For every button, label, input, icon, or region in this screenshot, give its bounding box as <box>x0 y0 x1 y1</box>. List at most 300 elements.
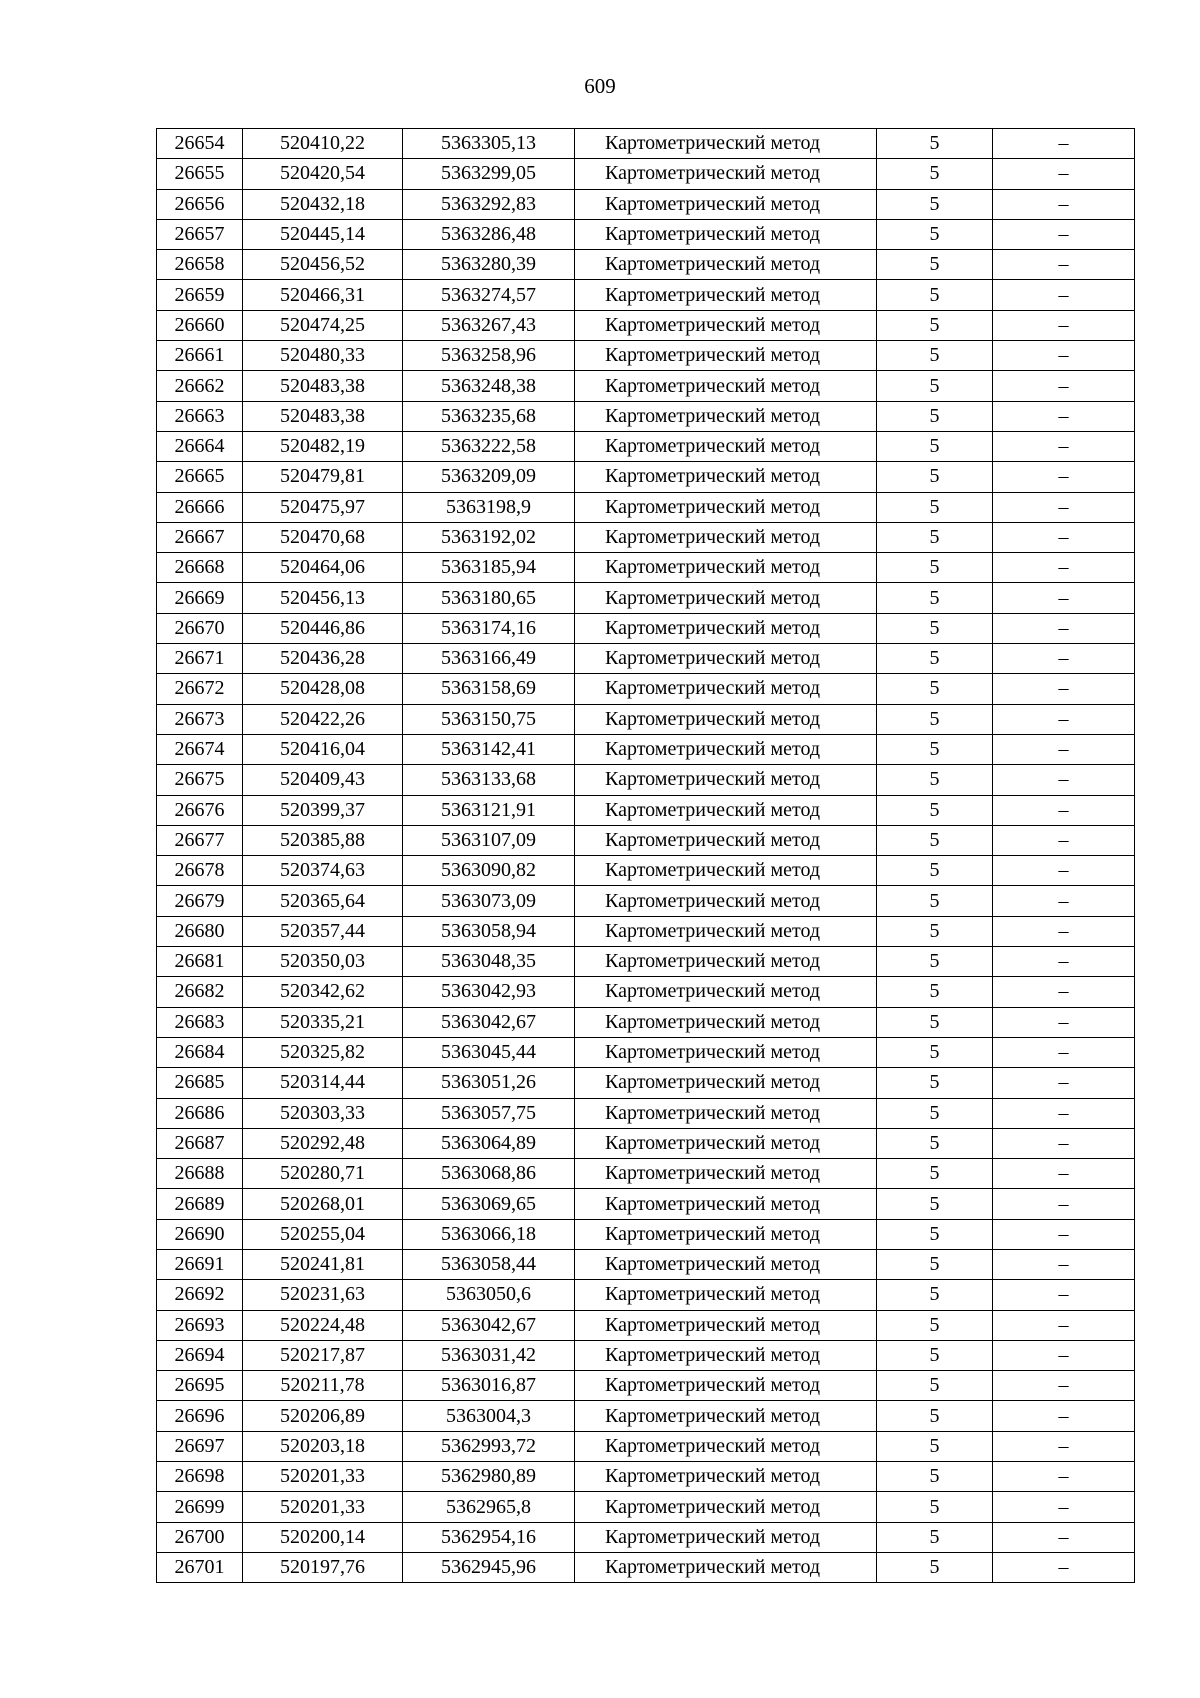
accuracy-cell: 5 <box>877 401 993 431</box>
y-coordinate-cell: 5363069,65 <box>403 1189 575 1219</box>
method-cell: Картометрический метод <box>575 795 877 825</box>
description-cell: – <box>993 1280 1135 1310</box>
y-coordinate-cell: 5363158,69 <box>403 674 575 704</box>
description-cell: – <box>993 947 1135 977</box>
x-coordinate-cell: 520200,14 <box>243 1522 403 1552</box>
y-coordinate-cell: 5363192,02 <box>403 522 575 552</box>
x-coordinate-cell: 520474,25 <box>243 310 403 340</box>
point-number-cell: 26690 <box>157 1219 243 1249</box>
accuracy-cell: 5 <box>877 734 993 764</box>
point-number-cell: 26693 <box>157 1310 243 1340</box>
x-coordinate-cell: 520456,52 <box>243 250 403 280</box>
table-row <box>157 795 1135 825</box>
method-cell: Картометрический метод <box>575 1340 877 1370</box>
x-coordinate-cell: 520436,28 <box>243 644 403 674</box>
coordinates-table <box>156 128 1135 1583</box>
table-row <box>157 644 1135 674</box>
method-cell: Картометрический метод <box>575 522 877 552</box>
method-cell: Картометрический метод <box>575 1552 877 1582</box>
point-number-cell: 26675 <box>157 765 243 795</box>
description-cell: – <box>993 129 1135 159</box>
x-coordinate-cell: 520416,04 <box>243 734 403 764</box>
x-coordinate-cell: 520241,81 <box>243 1249 403 1279</box>
x-coordinate-cell: 520446,86 <box>243 613 403 643</box>
y-coordinate-cell: 5363292,83 <box>403 189 575 219</box>
point-number-cell: 26662 <box>157 371 243 401</box>
accuracy-cell: 5 <box>877 280 993 310</box>
description-cell: – <box>993 977 1135 1007</box>
accuracy-cell: 5 <box>877 1159 993 1189</box>
x-coordinate-cell: 520464,06 <box>243 553 403 583</box>
accuracy-cell: 5 <box>877 431 993 461</box>
method-cell: Картометрический метод <box>575 1007 877 1037</box>
y-coordinate-cell: 5363286,48 <box>403 219 575 249</box>
accuracy-cell: 5 <box>877 1401 993 1431</box>
description-cell: – <box>993 795 1135 825</box>
point-number-cell: 26670 <box>157 613 243 643</box>
accuracy-cell: 5 <box>877 644 993 674</box>
accuracy-cell: 5 <box>877 250 993 280</box>
method-cell: Картометрический метод <box>575 947 877 977</box>
y-coordinate-cell: 5363058,94 <box>403 916 575 946</box>
y-coordinate-cell: 5363045,44 <box>403 1037 575 1067</box>
table-row <box>157 1522 1135 1552</box>
method-cell: Картометрический метод <box>575 1128 877 1158</box>
x-coordinate-cell: 520201,33 <box>243 1492 403 1522</box>
method-cell: Картометрический метод <box>575 704 877 734</box>
y-coordinate-cell: 5362980,89 <box>403 1462 575 1492</box>
accuracy-cell: 5 <box>877 916 993 946</box>
y-coordinate-cell: 5363042,67 <box>403 1007 575 1037</box>
y-coordinate-cell: 5363121,91 <box>403 795 575 825</box>
x-coordinate-cell: 520211,78 <box>243 1371 403 1401</box>
point-number-cell: 26666 <box>157 492 243 522</box>
table-row <box>157 765 1135 795</box>
method-cell: Картометрический метод <box>575 1219 877 1249</box>
description-cell: – <box>993 1340 1135 1370</box>
method-cell: Картометрический метод <box>575 644 877 674</box>
table-row <box>157 1280 1135 1310</box>
method-cell: Картометрический метод <box>575 189 877 219</box>
table-row <box>157 734 1135 764</box>
point-number-cell: 26682 <box>157 977 243 1007</box>
y-coordinate-cell: 5363258,96 <box>403 341 575 371</box>
table-row <box>157 492 1135 522</box>
point-number-cell: 26692 <box>157 1280 243 1310</box>
point-number-cell: 26686 <box>157 1098 243 1128</box>
y-coordinate-cell: 5363042,93 <box>403 977 575 1007</box>
description-cell: – <box>993 734 1135 764</box>
method-cell: Картометрический метод <box>575 1492 877 1522</box>
y-coordinate-cell: 5363185,94 <box>403 553 575 583</box>
description-cell: – <box>993 1401 1135 1431</box>
method-cell: Картометрический метод <box>575 583 877 613</box>
x-coordinate-cell: 520206,89 <box>243 1401 403 1431</box>
description-cell: – <box>993 1249 1135 1279</box>
x-coordinate-cell: 520224,48 <box>243 1310 403 1340</box>
description-cell: – <box>993 1128 1135 1158</box>
method-cell: Картометрический метод <box>575 1068 877 1098</box>
table-row <box>157 219 1135 249</box>
method-cell: Картометрический метод <box>575 341 877 371</box>
accuracy-cell: 5 <box>877 856 993 886</box>
y-coordinate-cell: 5363299,05 <box>403 159 575 189</box>
point-number-cell: 26673 <box>157 704 243 734</box>
method-cell: Картометрический метод <box>575 129 877 159</box>
table-row <box>157 1401 1135 1431</box>
y-coordinate-cell: 5363051,26 <box>403 1068 575 1098</box>
table-row <box>157 1037 1135 1067</box>
x-coordinate-cell: 520303,33 <box>243 1098 403 1128</box>
point-number-cell: 26691 <box>157 1249 243 1279</box>
y-coordinate-cell: 5362954,16 <box>403 1522 575 1552</box>
y-coordinate-cell: 5363209,09 <box>403 462 575 492</box>
table-row <box>157 916 1135 946</box>
method-cell: Картометрический метод <box>575 1371 877 1401</box>
x-coordinate-cell: 520292,48 <box>243 1128 403 1158</box>
x-coordinate-cell: 520374,63 <box>243 856 403 886</box>
accuracy-cell: 5 <box>877 159 993 189</box>
x-coordinate-cell: 520280,71 <box>243 1159 403 1189</box>
point-number-cell: 26685 <box>157 1068 243 1098</box>
accuracy-cell: 5 <box>877 219 993 249</box>
method-cell: Картометрический метод <box>575 613 877 643</box>
table-row <box>157 462 1135 492</box>
table-row <box>157 129 1135 159</box>
x-coordinate-cell: 520231,63 <box>243 1280 403 1310</box>
description-cell: – <box>993 553 1135 583</box>
table-row <box>157 401 1135 431</box>
table-row <box>157 159 1135 189</box>
x-coordinate-cell: 520479,81 <box>243 462 403 492</box>
accuracy-cell: 5 <box>877 1098 993 1128</box>
method-cell: Картометрический метод <box>575 1310 877 1340</box>
x-coordinate-cell: 520483,38 <box>243 371 403 401</box>
table-row <box>157 1310 1135 1340</box>
x-coordinate-cell: 520201,33 <box>243 1462 403 1492</box>
y-coordinate-cell: 5362965,8 <box>403 1492 575 1522</box>
accuracy-cell: 5 <box>877 341 993 371</box>
description-cell: – <box>993 522 1135 552</box>
point-number-cell: 26654 <box>157 129 243 159</box>
y-coordinate-cell: 5363064,89 <box>403 1128 575 1158</box>
method-cell: Картометрический метод <box>575 1098 877 1128</box>
method-cell: Картометрический метод <box>575 1522 877 1552</box>
point-number-cell: 26668 <box>157 553 243 583</box>
method-cell: Картометрический метод <box>575 159 877 189</box>
method-cell: Картометрический метод <box>575 1249 877 1279</box>
y-coordinate-cell: 5363235,68 <box>403 401 575 431</box>
point-number-cell: 26687 <box>157 1128 243 1158</box>
description-cell: – <box>993 492 1135 522</box>
table-row <box>157 280 1135 310</box>
point-number-cell: 26699 <box>157 1492 243 1522</box>
point-number-cell: 26683 <box>157 1007 243 1037</box>
accuracy-cell: 5 <box>877 371 993 401</box>
table-row <box>157 674 1135 704</box>
accuracy-cell: 5 <box>877 795 993 825</box>
accuracy-cell: 5 <box>877 825 993 855</box>
method-cell: Картометрический метод <box>575 916 877 946</box>
accuracy-cell: 5 <box>877 613 993 643</box>
accuracy-cell: 5 <box>877 522 993 552</box>
accuracy-cell: 5 <box>877 1037 993 1067</box>
y-coordinate-cell: 5363031,42 <box>403 1340 575 1370</box>
point-number-cell: 26671 <box>157 644 243 674</box>
y-coordinate-cell: 5363248,38 <box>403 371 575 401</box>
point-number-cell: 26688 <box>157 1159 243 1189</box>
point-number-cell: 26664 <box>157 431 243 461</box>
description-cell: – <box>993 674 1135 704</box>
accuracy-cell: 5 <box>877 1522 993 1552</box>
accuracy-cell: 5 <box>877 189 993 219</box>
x-coordinate-cell: 520197,76 <box>243 1552 403 1582</box>
description-cell: – <box>993 401 1135 431</box>
point-number-cell: 26669 <box>157 583 243 613</box>
accuracy-cell: 5 <box>877 1280 993 1310</box>
table-row <box>157 947 1135 977</box>
accuracy-cell: 5 <box>877 1128 993 1158</box>
point-number-cell: 26660 <box>157 310 243 340</box>
description-cell: – <box>993 1159 1135 1189</box>
point-number-cell: 26677 <box>157 825 243 855</box>
x-coordinate-cell: 520357,44 <box>243 916 403 946</box>
x-coordinate-cell: 520217,87 <box>243 1340 403 1370</box>
x-coordinate-cell: 520399,37 <box>243 795 403 825</box>
accuracy-cell: 5 <box>877 310 993 340</box>
table-row <box>157 431 1135 461</box>
y-coordinate-cell: 5363142,41 <box>403 734 575 764</box>
method-cell: Картометрический метод <box>575 280 877 310</box>
description-cell: – <box>993 159 1135 189</box>
table-row <box>157 1371 1135 1401</box>
point-number-cell: 26679 <box>157 886 243 916</box>
accuracy-cell: 5 <box>877 1249 993 1279</box>
method-cell: Картометрический метод <box>575 977 877 1007</box>
coordinates-table-body <box>157 129 1135 1583</box>
table-row <box>157 341 1135 371</box>
x-coordinate-cell: 520428,08 <box>243 674 403 704</box>
method-cell: Картометрический метод <box>575 371 877 401</box>
description-cell: – <box>993 825 1135 855</box>
point-number-cell: 26659 <box>157 280 243 310</box>
x-coordinate-cell: 520470,68 <box>243 522 403 552</box>
page-number: 609 <box>584 74 616 98</box>
x-coordinate-cell: 520350,03 <box>243 947 403 977</box>
accuracy-cell: 5 <box>877 583 993 613</box>
method-cell: Картометрический метод <box>575 1462 877 1492</box>
accuracy-cell: 5 <box>877 129 993 159</box>
point-number-cell: 26676 <box>157 795 243 825</box>
x-coordinate-cell: 520432,18 <box>243 189 403 219</box>
y-coordinate-cell: 5363107,09 <box>403 825 575 855</box>
accuracy-cell: 5 <box>877 1371 993 1401</box>
description-cell: – <box>993 1552 1135 1582</box>
table-row <box>157 1007 1135 1037</box>
point-number-cell: 26656 <box>157 189 243 219</box>
method-cell: Картометрический метод <box>575 1280 877 1310</box>
table-row <box>157 189 1135 219</box>
y-coordinate-cell: 5363016,87 <box>403 1371 575 1401</box>
table-row <box>157 825 1135 855</box>
x-coordinate-cell: 520385,88 <box>243 825 403 855</box>
x-coordinate-cell: 520255,04 <box>243 1219 403 1249</box>
accuracy-cell: 5 <box>877 886 993 916</box>
method-cell: Картометрический метод <box>575 856 877 886</box>
description-cell: – <box>993 613 1135 643</box>
y-coordinate-cell: 5363057,75 <box>403 1098 575 1128</box>
description-cell: – <box>993 1522 1135 1552</box>
description-cell: – <box>993 219 1135 249</box>
y-coordinate-cell: 5363166,49 <box>403 644 575 674</box>
y-coordinate-cell: 5363090,82 <box>403 856 575 886</box>
x-coordinate-cell: 520365,64 <box>243 886 403 916</box>
table-row <box>157 1159 1135 1189</box>
point-number-cell: 26663 <box>157 401 243 431</box>
table-row <box>157 886 1135 916</box>
description-cell: – <box>993 1007 1135 1037</box>
description-cell: – <box>993 583 1135 613</box>
point-number-cell: 26657 <box>157 219 243 249</box>
table-row <box>157 583 1135 613</box>
point-number-cell: 26667 <box>157 522 243 552</box>
table-row <box>157 1098 1135 1128</box>
description-cell: – <box>993 765 1135 795</box>
description-cell: – <box>993 1462 1135 1492</box>
point-number-cell: 26655 <box>157 159 243 189</box>
y-coordinate-cell: 5363042,67 <box>403 1310 575 1340</box>
table-row <box>157 310 1135 340</box>
method-cell: Картометрический метод <box>575 825 877 855</box>
y-coordinate-cell: 5363180,65 <box>403 583 575 613</box>
accuracy-cell: 5 <box>877 674 993 704</box>
description-cell: – <box>993 916 1135 946</box>
description-cell: – <box>993 1219 1135 1249</box>
description-cell: – <box>993 1310 1135 1340</box>
accuracy-cell: 5 <box>877 492 993 522</box>
table-row <box>157 1128 1135 1158</box>
point-number-cell: 26695 <box>157 1371 243 1401</box>
table-row <box>157 977 1135 1007</box>
accuracy-cell: 5 <box>877 1462 993 1492</box>
point-number-cell: 26701 <box>157 1552 243 1582</box>
description-cell: – <box>993 644 1135 674</box>
method-cell: Картометрический метод <box>575 492 877 522</box>
description-cell: – <box>993 371 1135 401</box>
description-cell: – <box>993 886 1135 916</box>
y-coordinate-cell: 5363048,35 <box>403 947 575 977</box>
y-coordinate-cell: 5363066,18 <box>403 1219 575 1249</box>
y-coordinate-cell: 5363050,6 <box>403 1280 575 1310</box>
description-cell: – <box>993 189 1135 219</box>
point-number-cell: 26684 <box>157 1037 243 1067</box>
x-coordinate-cell: 520456,13 <box>243 583 403 613</box>
description-cell: – <box>993 1431 1135 1461</box>
table-row <box>157 250 1135 280</box>
y-coordinate-cell: 5363267,43 <box>403 310 575 340</box>
table-row <box>157 704 1135 734</box>
point-number-cell: 26680 <box>157 916 243 946</box>
table-row <box>157 1492 1135 1522</box>
method-cell: Картометрический метод <box>575 886 877 916</box>
x-coordinate-cell: 520325,82 <box>243 1037 403 1067</box>
point-number-cell: 26678 <box>157 856 243 886</box>
x-coordinate-cell: 520445,14 <box>243 219 403 249</box>
y-coordinate-cell: 5362993,72 <box>403 1431 575 1461</box>
accuracy-cell: 5 <box>877 1310 993 1340</box>
table-row <box>157 1249 1135 1279</box>
method-cell: Картометрический метод <box>575 553 877 583</box>
table-row <box>157 1340 1135 1370</box>
table-row <box>157 1219 1135 1249</box>
method-cell: Картометрический метод <box>575 1159 877 1189</box>
description-cell: – <box>993 704 1135 734</box>
accuracy-cell: 5 <box>877 1007 993 1037</box>
description-cell: – <box>993 1492 1135 1522</box>
accuracy-cell: 5 <box>877 1068 993 1098</box>
description-cell: – <box>993 341 1135 371</box>
method-cell: Картометрический метод <box>575 310 877 340</box>
table-row <box>157 553 1135 583</box>
y-coordinate-cell: 5363133,68 <box>403 765 575 795</box>
description-cell: – <box>993 1037 1135 1067</box>
table-row <box>157 613 1135 643</box>
x-coordinate-cell: 520482,19 <box>243 431 403 461</box>
x-coordinate-cell: 520475,97 <box>243 492 403 522</box>
accuracy-cell: 5 <box>877 1219 993 1249</box>
method-cell: Картометрический метод <box>575 734 877 764</box>
description-cell: – <box>993 462 1135 492</box>
accuracy-cell: 5 <box>877 1189 993 1219</box>
table-row <box>157 1431 1135 1461</box>
table-row <box>157 1189 1135 1219</box>
description-cell: – <box>993 310 1135 340</box>
point-number-cell: 26696 <box>157 1401 243 1431</box>
y-coordinate-cell: 5363222,58 <box>403 431 575 461</box>
description-cell: – <box>993 280 1135 310</box>
method-cell: Картометрический метод <box>575 674 877 704</box>
y-coordinate-cell: 5363004,3 <box>403 1401 575 1431</box>
point-number-cell: 26674 <box>157 734 243 764</box>
method-cell: Картометрический метод <box>575 765 877 795</box>
x-coordinate-cell: 520409,43 <box>243 765 403 795</box>
x-coordinate-cell: 520335,21 <box>243 1007 403 1037</box>
x-coordinate-cell: 520422,26 <box>243 704 403 734</box>
y-coordinate-cell: 5363274,57 <box>403 280 575 310</box>
x-coordinate-cell: 520420,54 <box>243 159 403 189</box>
point-number-cell: 26665 <box>157 462 243 492</box>
x-coordinate-cell: 520268,01 <box>243 1189 403 1219</box>
accuracy-cell: 5 <box>877 1492 993 1522</box>
accuracy-cell: 5 <box>877 977 993 1007</box>
y-coordinate-cell: 5363150,75 <box>403 704 575 734</box>
x-coordinate-cell: 520203,18 <box>243 1431 403 1461</box>
method-cell: Картометрический метод <box>575 219 877 249</box>
method-cell: Картометрический метод <box>575 401 877 431</box>
description-cell: – <box>993 1189 1135 1219</box>
accuracy-cell: 5 <box>877 947 993 977</box>
method-cell: Картометрический метод <box>575 1189 877 1219</box>
point-number-cell: 26700 <box>157 1522 243 1552</box>
table-row <box>157 1462 1135 1492</box>
method-cell: Картометрический метод <box>575 250 877 280</box>
x-coordinate-cell: 520342,62 <box>243 977 403 1007</box>
method-cell: Картометрический метод <box>575 1401 877 1431</box>
point-number-cell: 26689 <box>157 1189 243 1219</box>
x-coordinate-cell: 520410,22 <box>243 129 403 159</box>
point-number-cell: 26661 <box>157 341 243 371</box>
accuracy-cell: 5 <box>877 462 993 492</box>
